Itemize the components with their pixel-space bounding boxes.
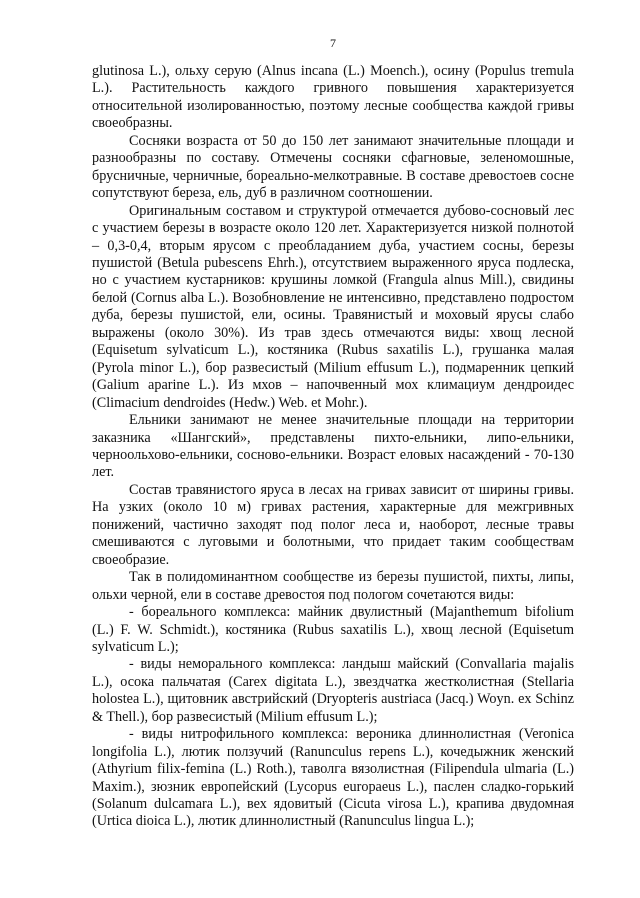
list-item-nitrophilous: - виды нитрофильного комплекса: вероника длиннолистная (Veronica longifolia L.), лютик ползучий (Ranunculus repens L.), кочедыжник женский (Athyrium filix-femina (L.) Roth.), таволга вязолистная (Filipendula ulmaria (L.) Maxim.), зюзник европейский (Lycopus europaeus L.), паслен сладко-горький (Solanum dulcamara L.), вех ядовитый (Cicuta virosa L.), крапива двудомная (Urtica dioica L.), лютик длиннолистный (Ranunculus lingua L.); (92, 726, 574, 830)
paragraph-continuation: glutinosa L.), ольху серую (Alnus incana (L.) Moench.), осину (Populus tremula L.). Растительность каждого гривного повышения характеризуется относительной изолированностью, поэтому лесные сообщества каждой гривы своеобразны. (92, 63, 574, 132)
paragraph-herb-layer: Состав травянистого яруса в лесах на гривах зависит от ширины гривы. На узких (около 10 м) гривах растения, характерные для межгривных понижений, частично заходят под полог леса и, наоборот, лесные травы смешиваются с луговыми и болотными, что придает таким сообществам своеобразие. (92, 481, 574, 568)
body-text (92, 63, 574, 831)
paragraph-spruce-forests: Ельники занимают не менее значительные площади на территории заказника «Шангский», представлены пихто-ельники, липо-ельники, черноольхово-ельники, сосново-ельники. Возраст еловых насаждений - 70-130 лет. (92, 412, 574, 481)
paragraph-oak-pine-forest: Оригинальным составом и структурой отмечается дубово-сосновый лес с участием березы в возрасте около 120 лет. Характеризуется низкой полнотой – 0,3-0,4, вторым ярусом с преобладанием дуба, участием сосны, березы пушистой (Betula pubescens Ehrh.), отсутствием выраженного яруса подлеска, но с участием кустарников: крушины ломкой (Frangula alnus Mill.), свидины белой (Cornus alba L.). Возобновление не интенсивно, представлено подростом дуба, березы пушистой, ели, осины. Травянистый и моховый ярусы слабо выражены (около 30%). Из трав здесь отмечаются виды: хвощ лесной (Equisetum sylvaticum L.), костяника (Rubus saxatilis L.), грушанка малая (Pyrola minor L.), бор развесистый (Milium effusum L.), подмаренник цепкий (Galium aparine L.). Из мхов – напочвенный мох климациум дендроидес (Climacium dendroides (Hedw.) Web. et Mohr.). (92, 202, 574, 411)
paragraph-polydominant: Так в полидоминантном сообществе из березы пушистой, пихты, липы, ольхи черной, ели в составе древостоя под пологом сочетаются виды: (92, 569, 574, 603)
page-number: 7 (330, 36, 336, 50)
paragraph-pine-forests: Сосняки возраста от 50 до 150 лет занимают значительные площади и разнообразны по составу. Отмечены сосняки сфагновые, зеленомошные, брусничные, черничные, бореально-мелкотравные. В составе древостоев сосне сопутствуют береза, ель, дуб в различном соотношении. (92, 132, 574, 202)
list-item-nemoral: - виды неморального комплекса: ландыш майский (Convallaria majalis L.), осока пальчатая (Carex digitata L.), звездчатка жестколистная (Stellaria holostea L.), щитовник австрийский (Dryopteris austriaca (Jacq.) Woyn. ex Schinz & Thell.), бор развесистый (Milium effusum L.); (92, 656, 574, 725)
list-item-boreal: - бореального комплекса: майник двулистный (Majanthemum bifolium (L.) F. W. Schmidt.), костяника (Rubus saxatilis L.), хвощ лесной (Equisetum sylvaticum L.); (92, 604, 574, 655)
